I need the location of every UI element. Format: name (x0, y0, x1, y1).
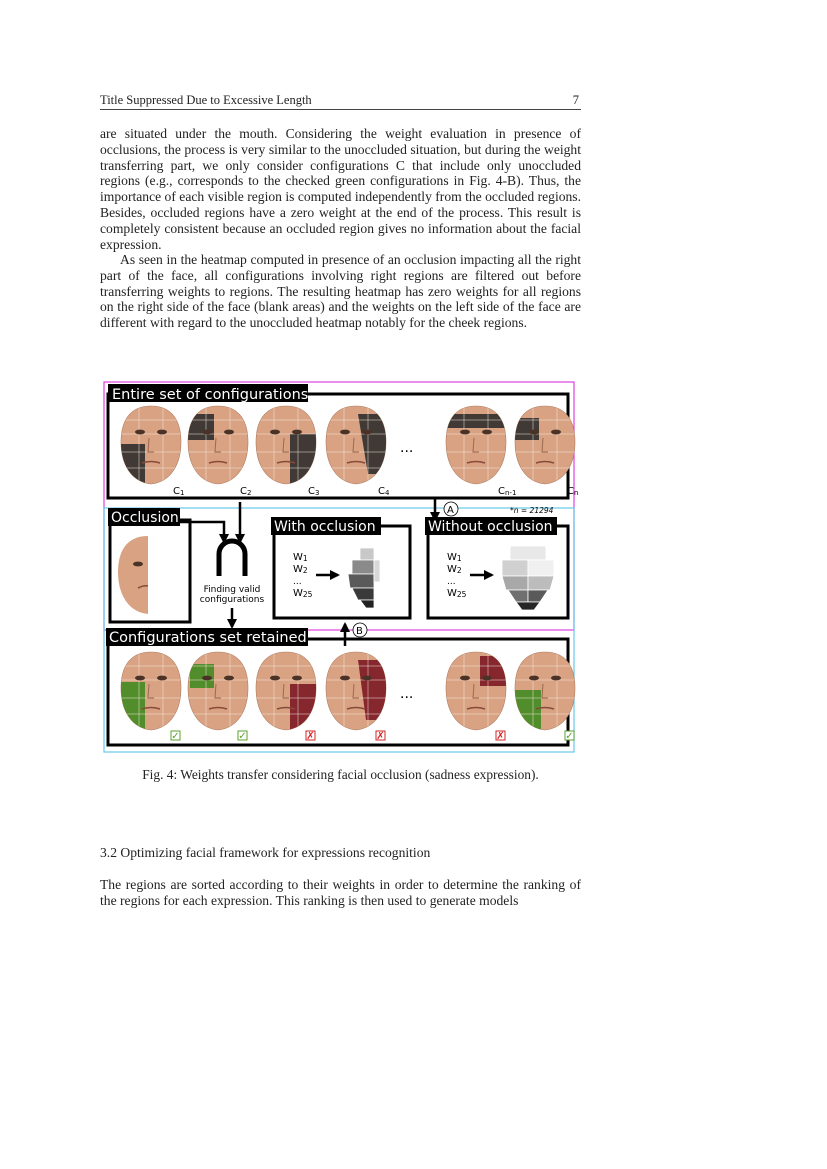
arrow-occlusion-to-intersection (180, 522, 224, 542)
eye (202, 676, 212, 681)
marker-b: B (356, 626, 363, 637)
weight-label: W25 (447, 588, 467, 599)
eye (482, 430, 492, 435)
weight-label: ... (447, 577, 456, 587)
marker-a: A (447, 505, 454, 516)
face-image (121, 652, 181, 730)
config-subscript: n-1 (504, 489, 517, 497)
eye (292, 676, 302, 681)
weight-label: W1 (293, 552, 308, 563)
running-head (100, 91, 581, 110)
eye (362, 676, 372, 681)
top-ellipsis: ... (400, 440, 414, 456)
eye (292, 430, 302, 435)
weight-subscript: 2 (456, 566, 462, 575)
heatmap-region (502, 576, 528, 590)
finding-line-2: configurations (199, 595, 265, 605)
heatmap-region (352, 588, 374, 600)
retained-title: Configurations set retained (109, 630, 307, 646)
face-image (188, 652, 248, 730)
eye (133, 562, 143, 567)
finding-line-1: Finding valid (203, 585, 261, 595)
paragraph-text: As seen in the heatmap computed in presence of an occlusion impacting all the right part of the face, all configurations involving right regions are filtered out before transferring weights to regions. The resulting heatmap has zero weights for all regions on the right side of the face (blank areas) and the weights on the left side of the face are different with regard to the unoccluded heatmap notably for the cheek regions. (100, 252, 581, 331)
bottom-ellipsis: ... (400, 686, 414, 702)
heatmap-region (516, 602, 540, 610)
weight-subscript: 2 (302, 566, 308, 575)
weight-subscript: 25 (302, 590, 313, 599)
eye (157, 430, 167, 435)
config-label: C2 (240, 486, 252, 497)
config-label: C3 (308, 486, 320, 497)
face-image (446, 406, 506, 484)
paragraph-text: The regions are sorted according to their weights in order to determine the ranking of the regions for each expression. This ranking is then used to generate models (100, 877, 581, 908)
occluded-face-visible (118, 534, 148, 616)
n-note: *n = 21294 (510, 506, 554, 515)
weight-label: W2 (293, 564, 308, 575)
region-overlay (121, 444, 145, 484)
heatmap-region (348, 574, 374, 588)
occluded-face (118, 534, 148, 616)
face-image (446, 652, 506, 730)
body-paragraph-3 (100, 877, 581, 909)
config-label: C4 (378, 486, 390, 497)
heatmap-region (374, 560, 380, 582)
region-overlay (190, 664, 214, 688)
bottom-face-row (121, 652, 575, 742)
with-occlusion-title: With occlusion (274, 519, 376, 535)
region-overlay (290, 434, 316, 484)
eye (340, 676, 350, 681)
section-heading: 3.2 Optimizing facial framework for expressions recognition (100, 845, 431, 860)
region-overlay (480, 656, 506, 686)
check-icon: ✓ (171, 731, 180, 742)
heatmap-region (360, 600, 374, 608)
face-image (326, 406, 386, 484)
without-occlusion-title: Without occlusion (428, 519, 553, 535)
with-weights-list (293, 552, 313, 599)
figure-caption: Fig. 4: Weights transfer considering facial occlusion (sadness expression). (142, 767, 539, 782)
occlusion-title: Occlusion (111, 510, 179, 526)
eye (224, 430, 234, 435)
eye (460, 430, 470, 435)
config-subscript: 2 (246, 489, 252, 497)
eye (157, 676, 167, 681)
without-occlusion-heatmap (502, 546, 554, 610)
weight-label: W1 (447, 552, 462, 563)
config-subscript: 1 (179, 489, 185, 497)
cross-icon: ✗ (306, 731, 315, 742)
eye (529, 676, 539, 681)
with-occlusion-heatmap (348, 548, 380, 608)
figure-4 (100, 378, 583, 756)
face-image (256, 406, 316, 484)
eye (202, 430, 212, 435)
figure-diagram (100, 378, 583, 756)
heatmap-region (528, 576, 554, 590)
face-image (515, 652, 575, 730)
config-label: C1 (173, 486, 185, 497)
weight-label: W2 (447, 564, 462, 575)
face-image (515, 406, 575, 484)
weight-subscript: 1 (302, 554, 308, 563)
heatmap-region (528, 560, 554, 576)
eye (270, 430, 280, 435)
weight-label: ... (293, 577, 302, 587)
eye (135, 676, 145, 681)
region-overlay (121, 682, 145, 730)
heatmap-region (528, 590, 548, 602)
body-paragraph-2 (100, 252, 581, 331)
config-label: Cn (567, 486, 579, 497)
eye (224, 676, 234, 681)
without-weights-list (447, 552, 467, 599)
eye (551, 430, 561, 435)
eye (551, 676, 561, 681)
face-image (326, 652, 386, 730)
paragraph-text: are situated under the mouth. Considering the weight evaluation in presence of occlusions, the process is very similar to the unoccluded situation, but during the weight transferring part, we only consider configurations C that include only unoccluded regions (e.g., corresponds to the checked green configurations in Fig. 4-B). Thus, the importance of each visible region is computed independently from the occluded regions. Besides, occluded regions have a zero weight at the end of the process. This result is completely consistent because an occluded region gives no information about the facial expression. (100, 126, 581, 252)
face-shape (515, 406, 575, 484)
heatmap-region (360, 548, 374, 560)
body-paragraph-1 (100, 126, 581, 252)
cross-icon: ✗ (496, 731, 505, 742)
eye (482, 676, 492, 681)
eye (135, 430, 145, 435)
eye (270, 676, 280, 681)
face-image (121, 406, 181, 484)
heatmap-region (510, 546, 546, 560)
cross-icon: ✗ (376, 731, 385, 742)
top-face-row (121, 406, 578, 497)
check-icon: ✓ (238, 731, 247, 742)
running-title: Title Suppressed Due to Excessive Length (100, 93, 312, 107)
config-subscript: 3 (314, 489, 320, 497)
entire-set-title: Entire set of configurations (112, 387, 309, 403)
config-label: Cn-1 (498, 486, 517, 497)
eye (362, 430, 372, 435)
face-shape (188, 652, 248, 730)
face-image (256, 652, 316, 730)
heatmap-region (502, 560, 528, 576)
weight-subscript: 1 (456, 554, 462, 563)
eye (460, 676, 470, 681)
heatmap-region (352, 560, 374, 574)
config-subscript: n (573, 489, 579, 497)
weight-label: W25 (293, 588, 313, 599)
face-image (188, 406, 248, 484)
weight-subscript: 25 (456, 590, 467, 599)
config-subscript: 4 (384, 489, 390, 497)
intersection-icon (219, 541, 245, 576)
heatmap-region (508, 590, 528, 602)
region-overlay (446, 414, 506, 428)
eye (529, 430, 539, 435)
page-number: 7 (572, 93, 579, 107)
region-overlay (188, 414, 214, 440)
eye (340, 430, 350, 435)
check-icon: ✓ (565, 731, 574, 742)
